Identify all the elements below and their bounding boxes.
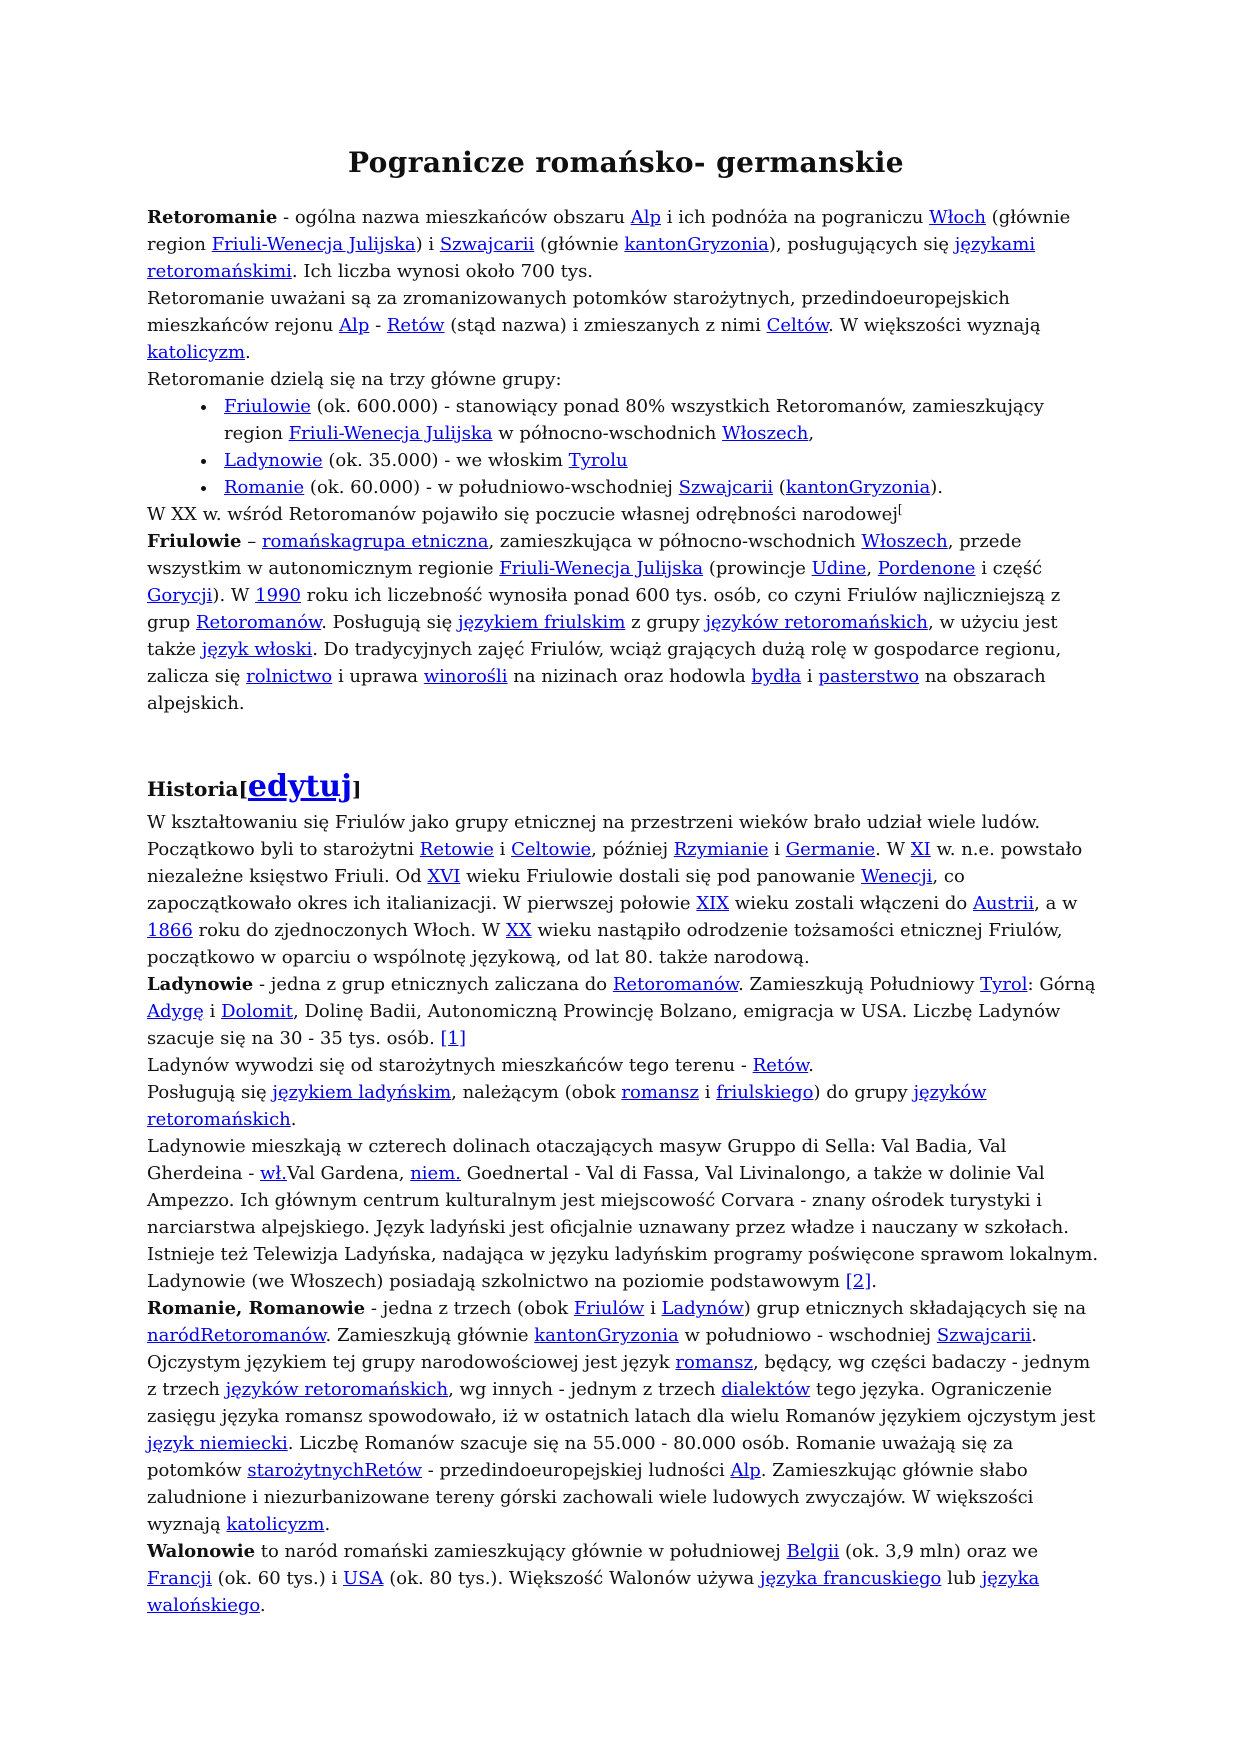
link-wloszech[interactable]: Włoszech — [722, 423, 809, 444]
text-run: ] — [351, 777, 362, 801]
text-run: ) do grupy — [813, 1082, 914, 1103]
text-run: . — [259, 1595, 266, 1616]
link-2[interactable]: [2] — [845, 1271, 872, 1292]
text-run: i — [698, 1082, 717, 1103]
link-tyrolu[interactable]: Tyrolu — [568, 450, 628, 471]
text-run: , — [808, 423, 815, 444]
link-alp[interactable]: Alp — [730, 1460, 761, 1481]
text-run: . W większości wyznają — [828, 315, 1041, 336]
text-run: , co zapoczątkowało okres ich italianizacji. W pierwszej połowie — [147, 866, 965, 914]
text-run: ) grup etnicznych składających się na — [743, 1298, 1087, 1319]
link-friulow[interactable]: Friulów — [573, 1298, 645, 1319]
link-szwajcarii[interactable]: Szwajcarii — [678, 477, 774, 498]
link-germanie[interactable]: Germanie — [785, 839, 876, 860]
text-run: ). — [930, 477, 944, 498]
link-rzymianie[interactable]: Rzymianie — [673, 839, 769, 860]
text-run: Ladynowie mieszkają w czterech dolinach otaczających masyw Gruppo di Sella: Val Badia, Val Gherdeina - — [147, 1136, 1007, 1184]
text-run: - ogólna nazwa mieszkańców obszaru — [277, 207, 631, 228]
text-run: i ich podnóża na pograniczu — [661, 207, 930, 228]
text-run: : Górną — [1027, 974, 1096, 995]
list-item — [218, 393, 1105, 447]
term-retoromanie: Retoromanie — [147, 207, 278, 228]
link-austrii[interactable]: Austrii — [972, 893, 1035, 914]
text-run: . — [290, 1109, 297, 1130]
retoromanie-conclusion — [147, 501, 1105, 528]
link-udine[interactable]: Udine — [811, 558, 867, 579]
text-run: Goednertal - Val di Fassa, Val Livinalongo, a także w dolinie Val Ampezzo. Ich głównym centrum kulturalnym jest miejscowość Corvara - znany ośrodek turystyki i narciarstwa alpejskiego. Język ladyński jest oficjalnie uznawany przez władze i nauczany w szkołach. Istnieje też Telewizja Ladyńska, nadająca w języku ladyńskim programy poświęcone sprawom lokalnym. — [147, 1163, 1099, 1265]
text-run: , a w — [1034, 893, 1078, 914]
text-run: Retoromanie dzielą się na trzy główne grupy: — [147, 369, 562, 390]
link-edytuj[interactable]: edytuj — [247, 769, 352, 804]
term-ladynowie: Ladynowie — [147, 974, 254, 995]
link-xi[interactable]: XI — [910, 839, 931, 860]
text-run: ), posługujących się — [768, 234, 955, 255]
text-run: i — [768, 839, 786, 860]
link-retoromanow[interactable]: Retoromanów — [612, 974, 739, 995]
text-run: wieku zostali włączeni do — [729, 893, 973, 914]
link-friulskiego[interactable]: friulskiego — [716, 1082, 814, 1103]
link-romansz[interactable]: romansz — [675, 1352, 753, 1373]
link-romanskagrupa-etniczna[interactable]: romańskagrupa etniczna — [261, 531, 489, 552]
link-dialektow[interactable]: dialektów — [721, 1379, 811, 1400]
text-run: Pogranicze romańsko- germanskie — [347, 146, 904, 179]
link-celtowie[interactable]: Celtowie — [511, 839, 592, 860]
walonowie-section — [147, 1538, 1105, 1619]
text-run: – — [241, 531, 262, 552]
link-alp[interactable]: Alp — [339, 315, 370, 336]
link-wenecji[interactable]: Wenecji — [861, 866, 933, 887]
link-romanie[interactable]: Romanie — [224, 477, 305, 498]
link-retowie[interactable]: Retowie — [419, 839, 494, 860]
text-run: (stąd nazwa) i zmieszanych z nimi — [444, 315, 767, 336]
text-run: (ok. 80 tys.). Większość Walonów używa — [383, 1568, 760, 1589]
ladynowie-section — [147, 971, 1105, 1295]
link-starozytnychretow[interactable]: starożytnychRetów — [247, 1460, 423, 1481]
link-jezyka-walonskiego[interactable]: języka walońskiego — [147, 1568, 1040, 1616]
text-run: z grupy — [625, 612, 706, 633]
footnote-marker: [ — [897, 502, 903, 516]
link-friuli-wenecja-julijska[interactable]: Friuli-Wenecja Julijska — [211, 234, 416, 255]
text-run: W XX w. wśród Retoromanów pojawiło się poczucie własnej odrębności narodowej — [147, 504, 898, 525]
link-kantongryzonia[interactable]: kantonGryzonia — [534, 1325, 679, 1346]
text-run: to naród romański zamieszkujący głównie w południowej — [255, 1541, 787, 1562]
link-usa[interactable]: USA — [343, 1568, 384, 1589]
text-run: - — [369, 315, 387, 336]
link-winorosli[interactable]: winorośli — [423, 666, 508, 687]
text-run: . Zamieszkują Południowy — [738, 974, 981, 995]
link-friulowie[interactable]: Friulowie — [224, 396, 311, 417]
text-run: , należącym (obok — [451, 1082, 622, 1103]
text-run: [ — [238, 777, 248, 801]
text-run: w. n.e. powstało niezależne księstwo Friuli. Od — [147, 839, 1083, 887]
text-run: lub — [941, 1568, 982, 1589]
text-run: . Ojczystym językiem tej grupy narodowościowej jest język — [147, 1325, 1038, 1373]
historia-paragraph — [147, 809, 1105, 971]
link-jezyka-francuskiego[interactable]: języka francuskiego — [759, 1568, 942, 1589]
term-romanie-romanowie: Romanie, Romanowie — [147, 1298, 366, 1319]
document-title — [147, 146, 1105, 180]
link-rolnictwo[interactable]: rolnictwo — [246, 666, 333, 687]
link-retow[interactable]: Retów — [386, 315, 445, 336]
link-kantongryzonia[interactable]: kantonGryzonia — [785, 477, 931, 498]
text-run: . — [871, 1271, 877, 1292]
link-katolicyzm[interactable]: katolicyzm — [226, 1514, 325, 1535]
text-run: , przede wszystkim w autonomicznym regionie — [147, 531, 1022, 579]
text-run: (prowincje — [703, 558, 812, 579]
link-adyge[interactable]: Adygę — [147, 1001, 204, 1022]
link-1[interactable]: [1] — [440, 1028, 467, 1049]
text-run: W kształtowaniu się Friulów jako grupy etnicznej na przestrzeni wieków brało udział wiele ludów. Początkowo byli to starożytni — [147, 812, 1041, 860]
text-run: . Zamieszkując głównie słabo zaludnione i niezurbanizowane tereny górski zachowali wiele ludowych zwyczajów. W większości wyznają — [147, 1460, 1034, 1535]
text-run: (głównie region — [147, 207, 1071, 255]
text-run: (ok. 35.000) - we włoskim — [322, 450, 569, 471]
term-walonowie: Walonowie — [147, 1541, 256, 1562]
text-run: Ladynowie (we Włoszech) posiadają szkolnictwo na poziomie podstawowym — [147, 1271, 846, 1292]
link-pordenone[interactable]: Pordenone — [877, 558, 976, 579]
link-friuli-wenecja-julijska[interactable]: Friuli-Wenecja Julijska — [499, 558, 704, 579]
text-run: - przedindoeuropejskiej ludności — [422, 1460, 731, 1481]
friulowie-section — [147, 528, 1105, 717]
link-celtow[interactable]: Celtów — [766, 315, 829, 336]
text-run: ( — [773, 477, 786, 498]
text-run: . Ich liczba wynosi około 700 tys. — [291, 261, 594, 282]
text-run: , — [866, 558, 878, 579]
text-run: , wg innych - jednym z trzech — [448, 1379, 722, 1400]
text-run: tego języka. Ograniczenie zasięgu języka romansz spowodowało, iż w ostatnich latach dla wielu Romanów językiem ojczystym jest — [147, 1379, 1096, 1427]
text-run: . Do tradycyjnych zajęć Friulów, wciąż grających dużą rolę w gospodarce regionu, zalicza się — [147, 639, 1062, 687]
link-bydla[interactable]: bydła — [751, 666, 802, 687]
text-run: i — [801, 666, 819, 687]
text-run: (ok. 3,9 mln) oraz we — [839, 1541, 1039, 1562]
text-run: - jedna z grup etnicznych zaliczana do — [253, 974, 613, 995]
text-run: Posługują się — [147, 1082, 273, 1103]
text-run: (ok. 60 tys.) i — [211, 1568, 343, 1589]
link-szwajcarii[interactable]: Szwajcarii — [439, 234, 535, 255]
link-gorycji[interactable]: Gorycji — [147, 585, 213, 606]
text-run: . — [245, 342, 251, 363]
link-friuli-wenecja-julijska[interactable]: Friuli-Wenecja Julijska — [288, 423, 493, 444]
link-pasterstwo[interactable]: pasterstwo — [818, 666, 920, 687]
link-francji[interactable]: Francji — [147, 1568, 212, 1589]
text-run: i — [203, 1001, 222, 1022]
link-tyrol[interactable]: Tyrol — [980, 974, 1028, 995]
link-narodretoromanow[interactable]: naródRetoromanów — [147, 1325, 326, 1346]
text-run: (głównie — [534, 234, 625, 255]
link-jezykiem-friulskim[interactable]: językiem friulskim — [458, 612, 626, 633]
text-run: (ok. 60.000) - w południowo-wschodniej — [304, 477, 679, 498]
text-run: na obszarach alpejskich. — [147, 666, 1046, 714]
text-run: , później — [591, 839, 674, 860]
historia-heading — [147, 767, 1105, 809]
text-run: i część — [975, 558, 1043, 579]
link-jezykami-retoromanskimi[interactable]: językami retoromańskimi — [147, 234, 1036, 282]
text-run: wieku nastąpiło odrodzenie tożsamości etnicznej Friulów, początkowo w oparciu o wspólnotę językową, od lat 80. także narodową. — [147, 920, 1063, 968]
text-run: , w użyciu jest także — [147, 612, 1058, 660]
text-run: . Posługują się — [321, 612, 459, 633]
link-1866[interactable]: 1866 — [147, 920, 193, 941]
text-run: . Zamieszkują głównie — [325, 1325, 535, 1346]
link-jezykow-retoromanskich[interactable]: języków retoromańskich — [225, 1379, 449, 1400]
text-run: roku ich liczebność wynosiła ponad 600 tys. osób, co czyni Friulów najliczniejszą z grup — [147, 585, 1061, 633]
text-run: . — [324, 1514, 331, 1535]
link-jezykiem-ladynskim[interactable]: językiem ladyńskim — [272, 1082, 452, 1103]
text-run: - jedna z trzech (obok — [365, 1298, 574, 1319]
link-jezyk-wloski[interactable]: język włoski — [201, 639, 313, 660]
text-run: wieku Friulowie dostali się pod panowanie — [460, 866, 862, 887]
link-niem[interactable]: niem. — [410, 1163, 461, 1184]
text-run: ) i — [415, 234, 440, 255]
link-jezykow-retoromanskich[interactable]: języków retoromańskich — [147, 1082, 987, 1130]
link-wloszech[interactable]: Włoszech — [861, 531, 948, 552]
text-run: Retoromanie uważani są za zromanizowanych potomków starożytnych, przedindoeuropejskich mieszkańców rejonu — [147, 288, 1010, 336]
romanie-section — [147, 1295, 1105, 1538]
link-xix[interactable]: XIX — [696, 893, 730, 914]
link-jezyk-niemiecki[interactable]: język niemiecki — [147, 1433, 288, 1454]
text-run: i — [644, 1298, 662, 1319]
text-run: . — [808, 1055, 814, 1076]
link-wl[interactable]: wł. — [260, 1163, 287, 1184]
retoromanie-section — [147, 204, 1105, 393]
link-alp[interactable]: Alp — [630, 207, 661, 228]
text-run: w południowo - wschodniej — [678, 1325, 937, 1346]
link-retow[interactable]: Retów — [752, 1055, 809, 1076]
link-dolomit[interactable]: Dolomit — [221, 1001, 293, 1022]
text-run: . W — [875, 839, 911, 860]
text-run: , Dolinę Badii, Autonomiczną Prowincję Bolzano, emigracja w USA. Liczbę Ladynów szacuje się na 30 - 35 tys. osób. — [147, 1001, 1061, 1049]
link-wloch[interactable]: Włoch — [929, 207, 986, 228]
link-szwajcarii[interactable]: Szwajcarii — [936, 1325, 1032, 1346]
text-run: roku do zjednoczonych Włoch. W — [192, 920, 507, 941]
text-run: w północno-wschodnich — [492, 423, 723, 444]
text-run: . Liczbę Romanów szacuje się na 55.000 - 80.000 osób. Romanie uważają się za potomków — [147, 1433, 1014, 1481]
link-xx[interactable]: XX — [506, 920, 532, 941]
link-1990[interactable]: 1990 — [255, 585, 301, 606]
link-ladynowie[interactable]: Ladynowie — [224, 450, 323, 471]
link-ladynow[interactable]: Ladynów — [661, 1298, 744, 1319]
list-item — [218, 447, 1105, 474]
text-run: i uprawa — [332, 666, 424, 687]
text-run: , zamieszkująca w północno-wschodnich — [488, 531, 862, 552]
text-run: Historia — [147, 777, 239, 801]
retoromanie-groups-list — [147, 393, 1105, 501]
text-run: Val Gardena, — [286, 1163, 411, 1184]
link-retoromanow[interactable]: Retoromanów — [195, 612, 322, 633]
link-jezykow-retoromanskich[interactable]: języków retoromańskich — [705, 612, 928, 633]
text-run: (ok. 600.000) - stanowiący ponad 80% wszystkich Retoromanów, zamieszkujący region — [224, 396, 1044, 444]
text-run: na nizinach oraz hodowla — [507, 666, 752, 687]
link-katolicyzm[interactable]: katolicyzm — [147, 342, 246, 363]
link-belgii[interactable]: Belgii — [786, 1541, 840, 1562]
link-romansz[interactable]: romansz — [621, 1082, 699, 1103]
text-run: Ladynów wywodzi się od starożytnych mieszkańców tego terenu - — [147, 1055, 753, 1076]
term-friulowie: Friulowie — [147, 531, 242, 552]
text-run: ). W — [212, 585, 256, 606]
link-xvi[interactable]: XVI — [427, 866, 461, 887]
link-kantongryzonia[interactable]: kantonGryzonia — [624, 234, 769, 255]
list-item — [218, 474, 1105, 501]
text-run: , będący, wg części badaczy - jednym z trzech — [147, 1352, 1091, 1400]
text-run: i — [493, 839, 512, 860]
